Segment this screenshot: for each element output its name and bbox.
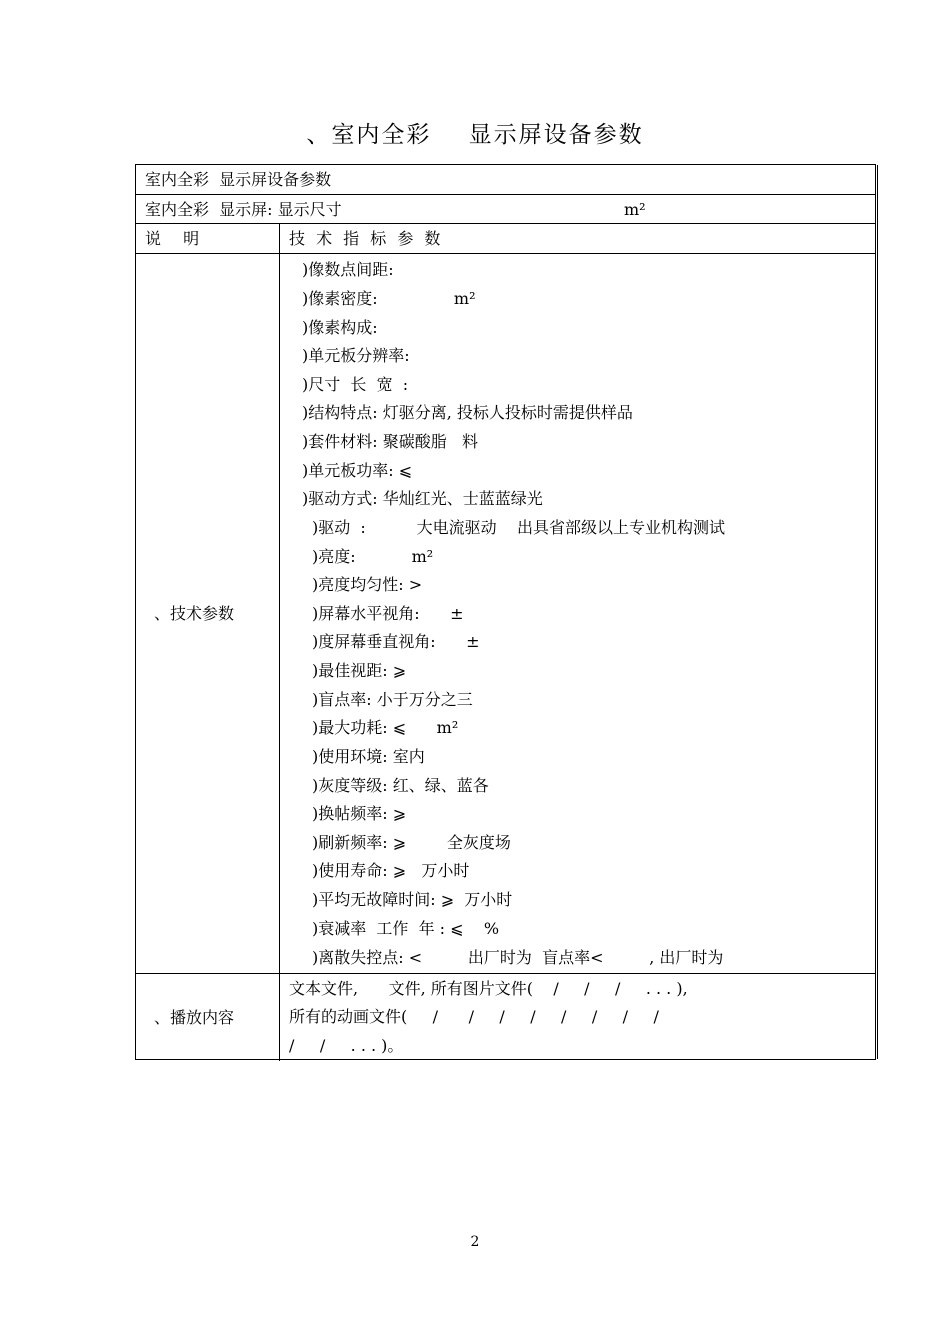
display-size-unit: m²: [624, 200, 646, 219]
play-content-line: 文本文件, 文件, 所有图片文件( / / / . . . ),: [289, 979, 688, 998]
header-description: 说 明: [145, 229, 204, 248]
column-divider: [279, 223, 280, 1061]
row-divider: [136, 973, 875, 974]
param-item: )屏幕水平视角: ±: [312, 604, 464, 623]
param-item: )套件材料: 聚碳酸脂 料: [302, 432, 478, 451]
param-item: )最大功耗: ⩽ m²: [312, 718, 459, 737]
param-item: )像数点间距:: [302, 260, 394, 279]
param-item: )亮度: m²: [312, 547, 434, 566]
param-item: )离散失控点: < 出厂时为 盲点率< , 出厂时为: [312, 948, 724, 967]
param-item: )驱动方式: 华灿红光、士蓝蓝绿光: [302, 489, 543, 508]
param-item: )使用环境: 室内: [312, 747, 425, 766]
param-item: )最佳视距: ⩾: [312, 661, 407, 680]
play-content-line: / / . . . )。: [289, 1036, 404, 1055]
row-divider: [136, 194, 875, 195]
document-title: 、室内全彩 显示屏设备参数: [306, 122, 644, 148]
param-item: )单元板分辨率:: [302, 346, 410, 365]
table-heading: 室内全彩 显示屏设备参数: [145, 170, 332, 189]
play-content-line: 所有的动画文件( / / / / / / / /: [289, 1007, 659, 1026]
param-item: )平均无故障时间: ⩾ 万小时: [312, 890, 513, 909]
param-item: )像素密度: m²: [302, 289, 476, 308]
section-tech-params: 、技术参数: [154, 604, 235, 623]
param-item: )换帖频率: ⩾: [312, 804, 407, 823]
param-item: )灰度等级: 红、绿、蓝各: [312, 776, 489, 795]
header-tech-params: 技 术 指 标 参 数: [289, 229, 444, 248]
param-item: )亮度均匀性: >: [312, 575, 423, 594]
param-item: )使用寿命: ⩾ 万小时: [312, 861, 470, 880]
param-item: )结构特点: 灯驱分离, 投标人投标时需提供样品: [302, 403, 633, 422]
param-item: )刷新频率: ⩾ 全灰度场: [312, 833, 511, 852]
row-divider: [136, 253, 875, 254]
display-size-label: 室内全彩 显示屏: 显示尺寸: [145, 200, 342, 219]
param-item: )盲点率: 小于万分之三: [312, 690, 473, 709]
param-item: )衰减率 工作 年 : ⩽ %: [312, 919, 500, 938]
param-item: )单元板功率: ⩽: [302, 461, 413, 480]
section-play-content: 、播放内容: [154, 1008, 235, 1027]
param-item: )驱动 : 大电流驱动 出具省部级以上专业机构测试: [312, 518, 726, 537]
page-number: 2: [470, 1234, 480, 1250]
param-item: )尺寸 长 宽 :: [302, 375, 409, 394]
param-item: )度屏幕垂直视角: ±: [312, 632, 480, 651]
row-divider: [136, 223, 875, 224]
param-item: )像素构成:: [302, 318, 378, 337]
spec-table: [135, 164, 876, 1060]
